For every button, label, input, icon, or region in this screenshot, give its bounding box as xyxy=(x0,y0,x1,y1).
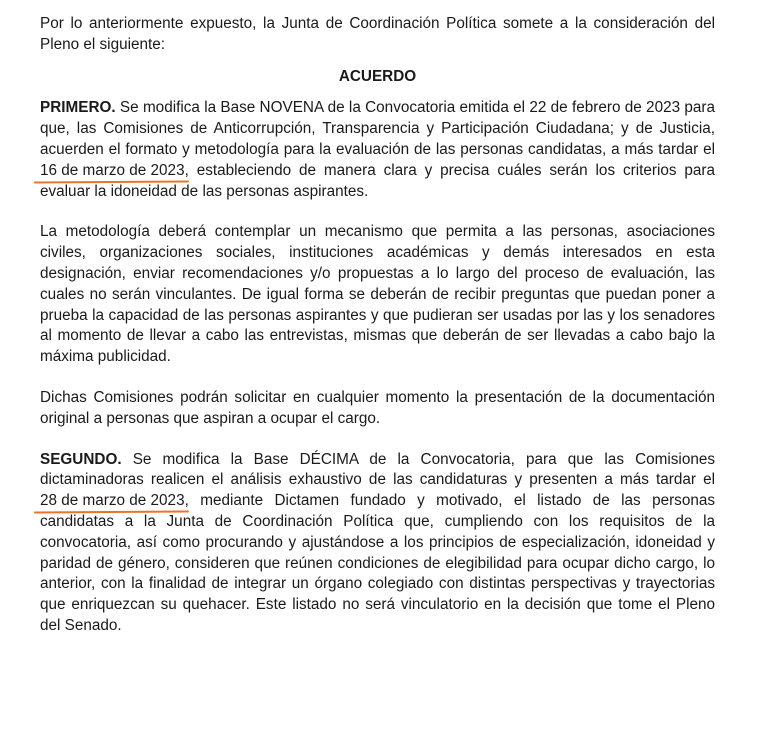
segundo-lead: SEGUNDO. xyxy=(40,450,122,468)
comisiones-paragraph: Dichas Comisiones podrán solicitar en cualquier momento la presentación de la documentación original a personas que aspiran a ocupar el cargo. xyxy=(40,388,715,427)
document-title: ACUERDO xyxy=(338,67,417,85)
segundo-date-underlined: 28 de marzo de 2023 xyxy=(40,491,185,512)
primero-text-after: , estableciendo de manera clara y precisa cuáles serán los criterios para evaluar la idoneidad de las personas aspirantes. xyxy=(40,161,715,200)
primero-paragraph xyxy=(40,98,715,202)
primero-date-underlined: 16 de marzo de 2023 xyxy=(40,161,185,182)
document-page xyxy=(40,14,715,637)
intro-paragraph: Por lo anteriormente expuesto, la Junta de Coordinación Política somete a la consideración del Pleno el siguiente: xyxy=(40,15,715,53)
metodologia-paragraph: La metodología deberá contemplar un mecanismo que permita a las personas, asociaciones civiles, organizaciones sociales, instituciones académicas y demás interesados en esta designación, enviar recomendaciones y/o propuestas a lo largo del proceso de evaluación, las cuales no serán vinculantes. De igual forma se deberán de recibir preguntas que puedan poner a prueba la capacidad de las personas aspirantes y que pudieran ser usadas por las y los senadores al momento de llevar a cabo las entrevistas, mismas que deberán de ser llevadas a cabo bajo la máxima publicidad. xyxy=(40,223,715,366)
segundo-text-after: , mediante Dictamen fundado y motivado, el listado de las personas candidatas a la Junta de Coordinación Política que, cumpliendo con los requisitos de la convocatoria, así como procurando y ajustándose a los principios de especialización, idoneidad y paridad de género, consideren que reúnen condiciones de elegibilidad para ocupar dicho cargo, lo anterior, con la finalidad de integrar un órgano colegiado con distintas perspectivas y trayectorias que enriquezcan su quehacer. Este listado no será vinculatorio en la decisión que tome el Pleno del Senado. xyxy=(40,492,715,634)
primero-lead: PRIMERO. xyxy=(40,99,116,117)
segundo-paragraph xyxy=(40,450,715,637)
segundo-text-before: Se modifica la Base DÉCIMA de la Convocatoria, para que las Comisiones dictaminadoras realicen el análisis exhaustivo de las candidaturas y presenten a más tardar el xyxy=(40,450,715,489)
primero-text-before: Se modifica la Base NOVENA de la Convocatoria emitida el 22 de febrero de 2023 para que, las Comisiones de Anticorrupción, Transparencia y Participación Ciudadana; y de Justicia, acuerden el formato y metodología para la evaluación de las personas candidatas, a más tardar el xyxy=(40,99,715,158)
